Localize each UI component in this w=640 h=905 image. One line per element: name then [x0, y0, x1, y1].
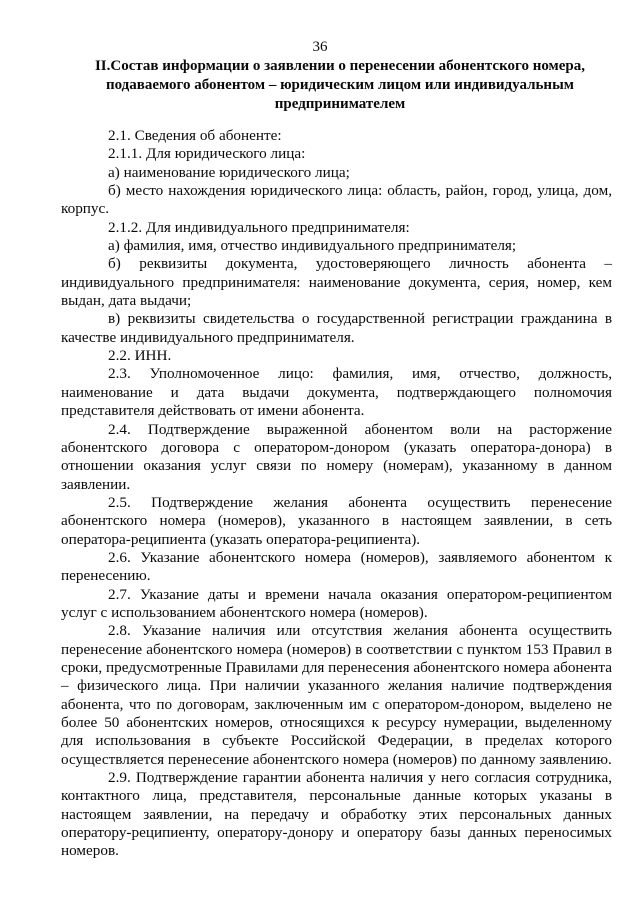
document-body — [61, 127, 612, 861]
paragraph-2-5: 2.5. Подтверждение желания абонента осуществить перенесение абонентского номера (номеров), указанного в настоящем заявлении, в сеть оператора-реципиента (указать оператора-реципиента). — [61, 493, 612, 548]
paragraph-2-1-1: 2.1.1. Для юридического лица: — [108, 145, 306, 163]
paragraph-2-2: 2.2. ИНН. — [108, 347, 172, 365]
page-number: 36 — [312, 39, 328, 55]
paragraph-2-8: 2.8. Указание наличия или отсутствия желания абонента осуществить перенесение абонентского номера (номеров) в соответствии с пунктом 153 Правил в сроки, предусмотренные Правилами для перенесения абонентского номера абонента – физического лица. При наличии указанного желания наличие подтверждения абонента, что по договорам, заключенным им с оператором-донором, выделено не более 50 абонентских номеров, относящихся к ресурсу нумерации, выделенному для использования в субъекте Российской Федерации, в пределах которого осуществляется перенесение абонентского номера (номеров) по данному заявлению. — [61, 622, 612, 768]
paragraph-2-7: 2.7. Указание даты и времени начала оказания оператором-реципиентом услуг с использованием абонентского номера (номеров). — [61, 585, 612, 621]
paragraph-2-1-1-b: б) место нахождения юридического лица: область, район, город, улица, дом, корпус. — [61, 182, 612, 218]
paragraph-2-1-2: 2.1.2. Для индивидуального предпринимателя: — [108, 218, 410, 236]
paragraph-2-3: 2.3. Уполномоченное лицо: фамилия, имя, отчество, должность, наименование и дата выдачи документа, подтверждающего полномочия представителя действовать от имени абонента. — [61, 365, 612, 420]
paragraph-2-1-1-a: а) наименование юридического лица; — [108, 163, 350, 181]
paragraph-2-1-2-b: б) реквизиты документа, удостоверяющего личность абонента – индивидуального предпринимателя: наименование документа, серия, номер, кем выдан, дата выдачи; — [61, 255, 612, 310]
paragraph-2-6: 2.6. Указание абонентского номера (номеров), заявляемого абонентом к перенесению. — [61, 548, 612, 585]
paragraph-2-1: 2.1. Сведения об абоненте: — [108, 127, 282, 144]
paragraph-2-4: 2.4. Подтверждение выраженной абонентом воли на расторжение абонентского договора с оператором-донором (указать оператора-донора) в отношении оказания услуг связи по номеру (номерам), указанному в данном заявлении. — [61, 420, 612, 493]
paragraph-2-9: 2.9. Подтверждение гарантии абонента наличия у него согласия сотрудника, контактного лица, представителя, персональные данные которых указаны в настоящем заявлении, на передачу и обработку этих персональных данных оператору-реципиенту, оператору-донору и оператору базы данных переносимых номеров. — [61, 769, 612, 860]
paragraph-2-1-2-a: а) фамилия, имя, отчество индивидуального предпринимателя; — [108, 237, 517, 255]
paragraph-2-1-2-c: в) реквизиты свидетельства о государственной регистрации гражданина в качестве индивидуального предпринимателя. — [61, 310, 612, 346]
section-heading: II.Состав информации о заявлении о перенесении абонентского номера, подаваемого абонентом – юридическим лицом или индивидуальным предпринимателем — [94, 58, 586, 112]
